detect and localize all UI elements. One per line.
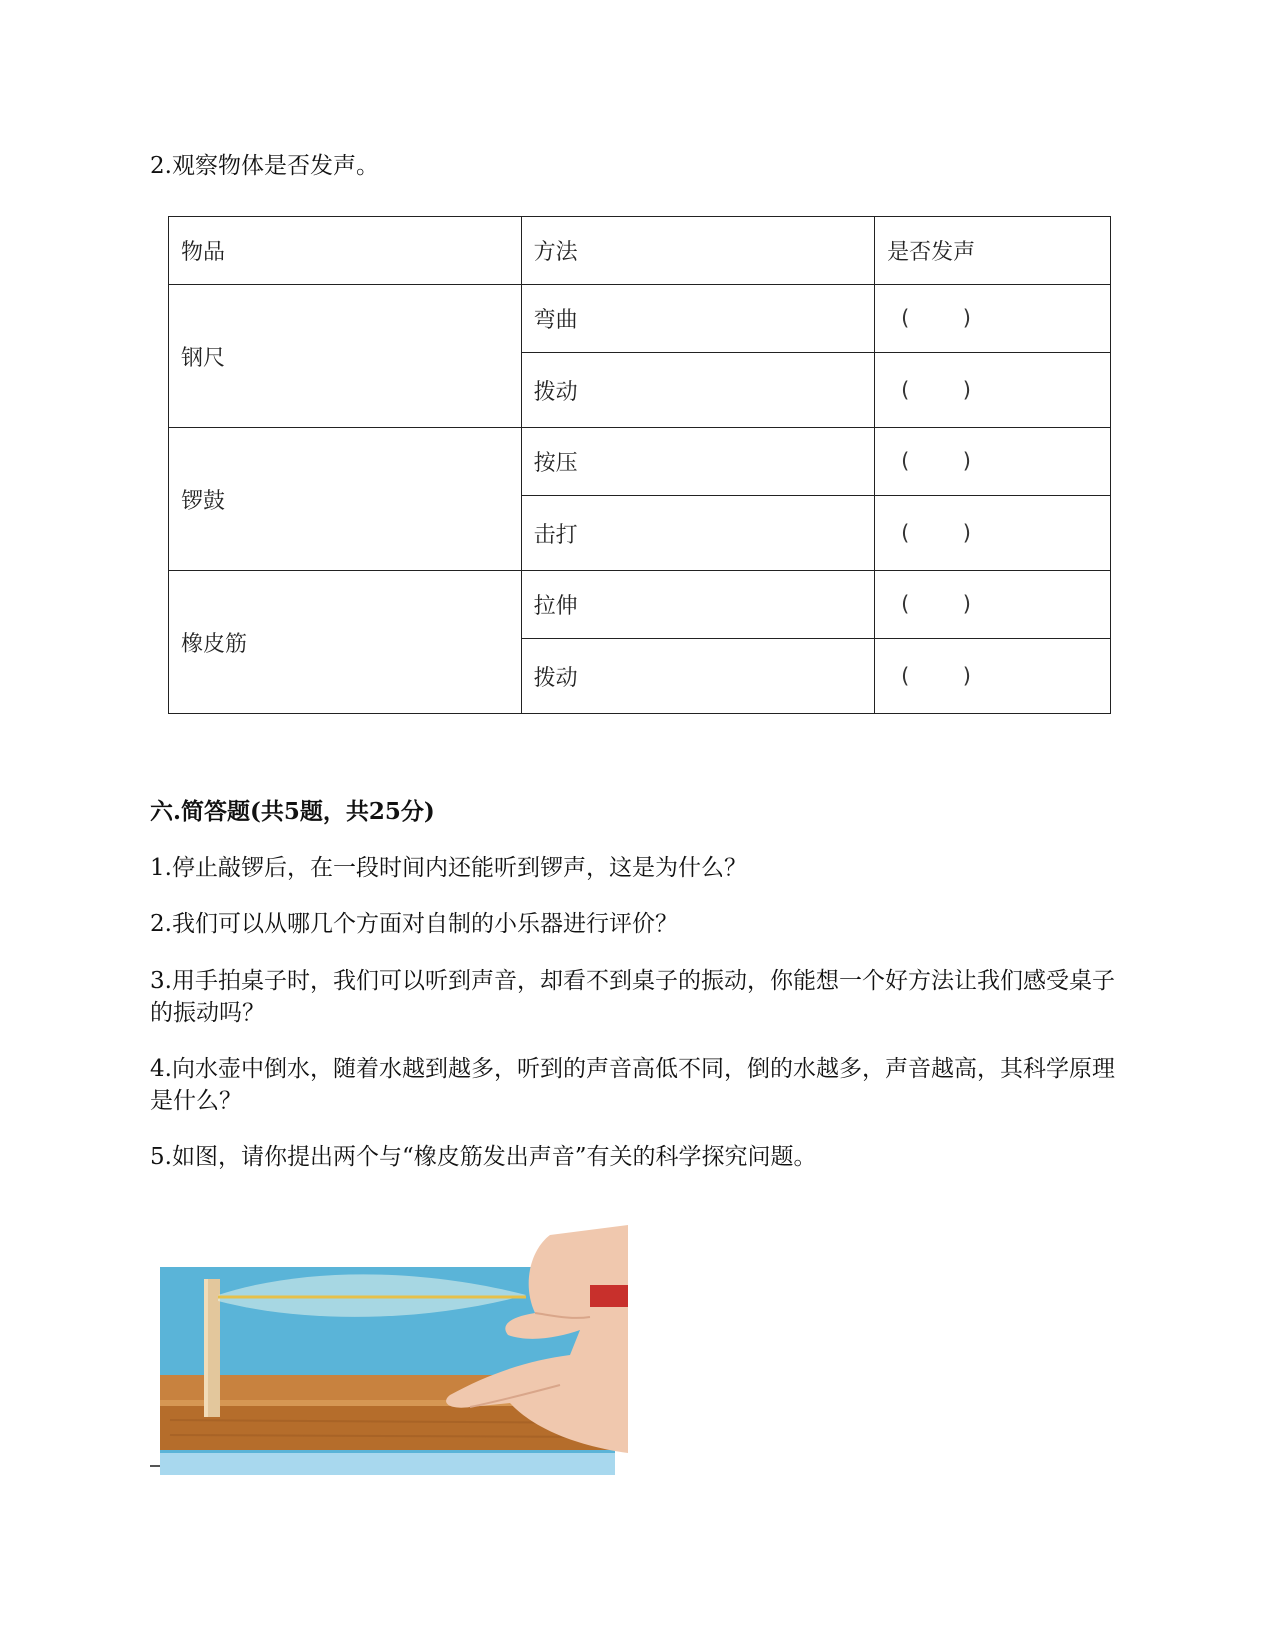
table-header-row [169, 217, 1111, 285]
method-cell: 按压 [521, 428, 875, 496]
answer-blank: ( ) [901, 377, 971, 402]
question-4: 4.向水壶中倒水，随着水越到越多，听到的声音高低不同，倒的水越多，声音越高，其科学原理是什么？ [150, 1056, 1115, 1114]
observation-table [168, 216, 1111, 714]
answer-blank: ( ) [901, 663, 971, 688]
answer-cell[interactable] [875, 353, 1111, 428]
answer-cell[interactable] [875, 639, 1111, 714]
header-sound: 是否发声 [875, 217, 1111, 285]
table-row [169, 571, 1111, 639]
answer-blank: ( ) [901, 592, 971, 616]
question-3: 3.用手拍桌子时，我们可以听到声音，却看不到桌子的振动，你能想一个好方法让我们感受桌子的振动吗？ [150, 968, 1115, 1026]
answer-cell[interactable] [875, 496, 1111, 571]
item-cell: 锣鼓 [169, 428, 522, 571]
method-cell: 拉伸 [521, 571, 875, 639]
answer-cell[interactable] [875, 285, 1111, 353]
method-cell: 击打 [521, 496, 875, 571]
item-cell: 橡皮筋 [169, 571, 522, 714]
answer-blank: ( ) [901, 449, 971, 473]
question-5: 5.如图，请你提出两个与“橡皮筋发出声音”有关的科学探究问题。 [150, 1144, 817, 1170]
answer-blank: ( ) [901, 520, 971, 545]
question-heading: 2.观察物体是否发声。 [150, 153, 379, 179]
header-method: 方法 [521, 217, 875, 285]
answer-cell[interactable] [875, 571, 1111, 639]
table-row [169, 285, 1111, 353]
answer-blank: ( ) [901, 306, 971, 330]
section-title: 六.简答题(共5题，共25分) [150, 798, 435, 825]
method-cell: 弯曲 [521, 285, 875, 353]
header-item: 物品 [169, 217, 522, 285]
table-row [169, 428, 1111, 496]
rubber-band-photo [150, 1225, 628, 1475]
question-1: 1.停止敲锣后，在一段时间内还能听到锣声，这是为什么？ [150, 855, 747, 881]
answer-cell[interactable] [875, 428, 1111, 496]
item-cell: 钢尺 [169, 285, 522, 428]
question-2: 2.我们可以从哪几个方面对自制的小乐器进行评价？ [150, 911, 678, 937]
method-cell: 拨动 [521, 639, 875, 714]
method-cell: 拨动 [521, 353, 875, 428]
